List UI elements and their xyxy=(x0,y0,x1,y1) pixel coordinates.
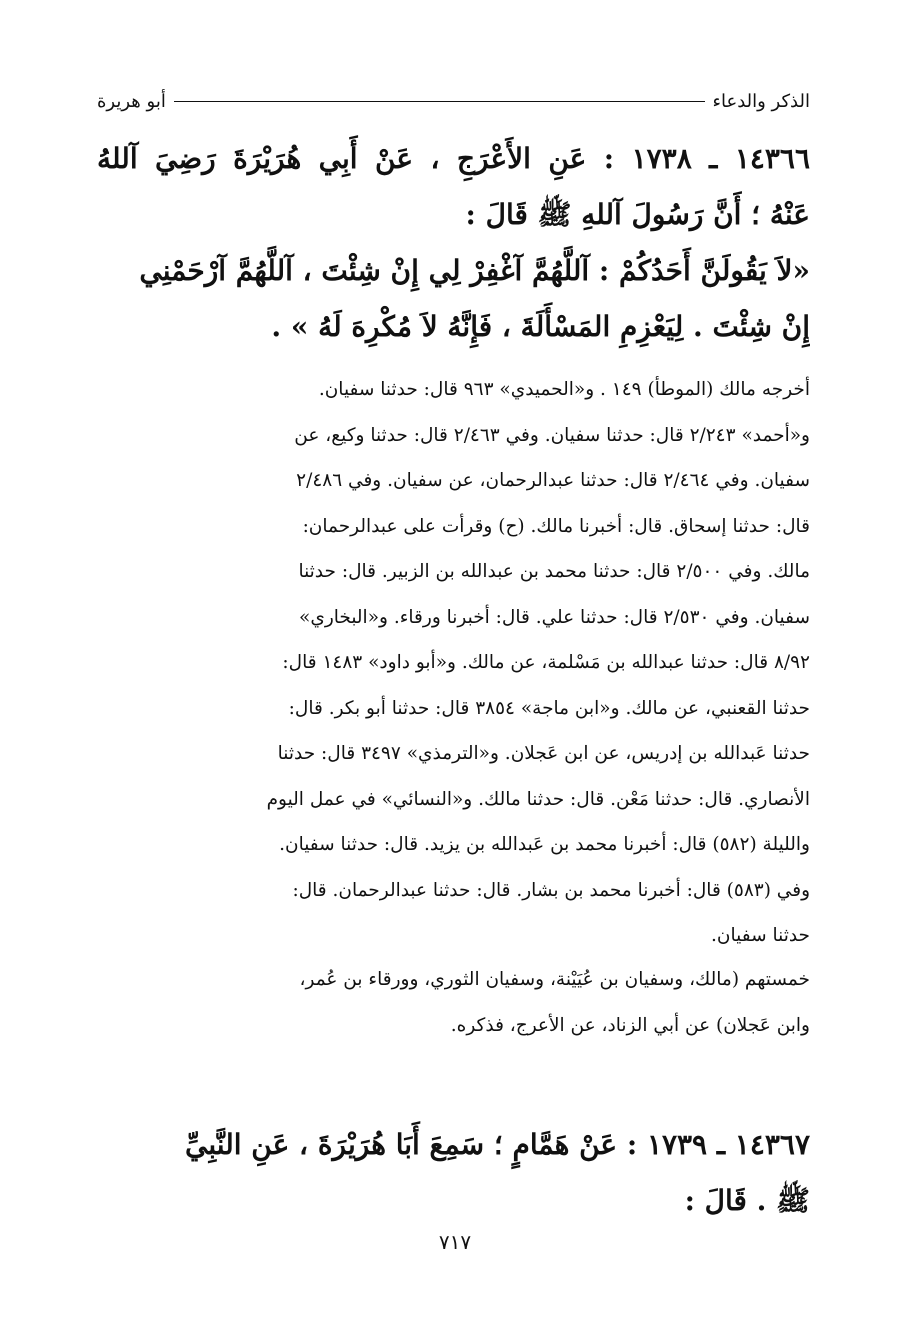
hadith-1739 xyxy=(97,1117,810,1229)
hadith-line: ﷺ . قَالَ : xyxy=(684,1184,810,1217)
takhrij-line: حدثنا القعنبي، عن مالك. و«ابن ماجة» ٣٨٥٤ قال: حدثنا أبو بكر. قال: xyxy=(288,697,810,719)
hadith-line: «لاَ يَقُولَنَّ أَحَدُكُمْ : آللَّهُمَّ آغْفِرْ لِي إِنْ شِئْتَ ، آللَّهُمَّ آرْحَمْنِي xyxy=(139,254,810,287)
isnad-summary xyxy=(97,957,810,1049)
header-narrator-name: أبو هريرة xyxy=(97,90,166,112)
takhrij-paragraph xyxy=(97,367,810,959)
hadith-line: ١٤٣٦٧ ـ ١٧٣٩ : عَنْ هَمَّامٍ ؛ سَمِعَ أَبَا هُرَيْرَةَ ، عَنِ النَّبِيِّ xyxy=(184,1128,810,1161)
running-header xyxy=(97,88,810,114)
takhrij-line: سفيان. وفي ٢/٥٣٠ قال: حدثنا علي. قال: أخبرنا ورقاء. و«البخاري» xyxy=(299,606,810,628)
takhrij-line: وفي (٥٨٣) قال: أخبرنا محمد بن بشار. قال: حدثنا عبدالرحمان. قال: xyxy=(292,879,810,901)
takhrij-line: حدثنا عَبدالله بن إدريس، عن ابن عَجلان. و«الترمذي» ٣٤٩٧ قال: حدثنا xyxy=(277,743,810,764)
summary-line: وابن عَجلان) عن أبي الزناد، عن الأعرج، فذكره. xyxy=(450,1015,810,1036)
page-number: ٧١٧ xyxy=(438,1230,472,1254)
hadith-1738 xyxy=(97,131,810,355)
summary-line: خمستهم (مالك، وسفيان بن عُيَيْنة، وسفيان الثوري، وورقاء بن عُمر، xyxy=(299,969,810,990)
takhrij-line: الأنصاري. قال: حدثنا مَعْن. قال: حدثنا مالك. و«النسائي» في عمل اليوم xyxy=(266,788,810,810)
takhrij-line: والليلة (٥٨٢) قال: أخبرنا محمد بن عَبدالله بن يزيد. قال: حدثنا سفيان. xyxy=(279,834,810,855)
takhrij-line: و«أحمد» ٢/٢٤٣ قال: حدثنا سفيان. وفي ٢/٤٦٣ قال: حدثنا وكيع، عن xyxy=(294,424,810,446)
takhrij-line: أخرجه مالك (الموطأ) ١٤٩ . و«الحميدي» ٩٦٣ قال: حدثنا سفيان. xyxy=(318,379,810,400)
takhrij-line: حدثنا سفيان. xyxy=(711,925,810,946)
takhrij-line: سفيان. وفي ٢/٤٦٤ قال: حدثنا عبدالرحمان، عن سفيان. وفي ٢/٤٨٦ xyxy=(296,470,810,491)
takhrij-line: قال: حدثنا إسحاق. قال: أخبرنا مالك. (ح) وقرأت على عبدالرحمان: xyxy=(302,515,810,537)
hadith-line: عَنْهُ ؛ أَنَّ رَسُولَ آللهِ ﷺ قَالَ : xyxy=(465,198,810,231)
takhrij-line: مالك. وفي ٢/٥٠٠ قال: حدثنا محمد بن عبدالله بن الزبير. قال: حدثنا xyxy=(298,561,810,582)
hadith-line: إِنْ شِئْتَ . لِيَعْزِمِ المَسْأَلَةَ ، فَإِنَّهُ لاَ مُكْرِهَ لَهُ » . xyxy=(271,310,810,343)
header-rule xyxy=(174,101,705,102)
header-section-title: الذكر والدعاء xyxy=(712,90,810,112)
hadith-line: ١٤٣٦٦ ـ ١٧٣٨ : عَنِ الأَعْرَجِ ، عَنْ أَبِي هُرَيْرَةَ رَضِيَ آللهُ xyxy=(97,142,810,175)
takhrij-line: ٨/٩٢ قال: حدثنا عبدالله بن مَسْلمة، عن مالك. و«أبو داود» ١٤٨٣ قال: xyxy=(282,652,810,673)
